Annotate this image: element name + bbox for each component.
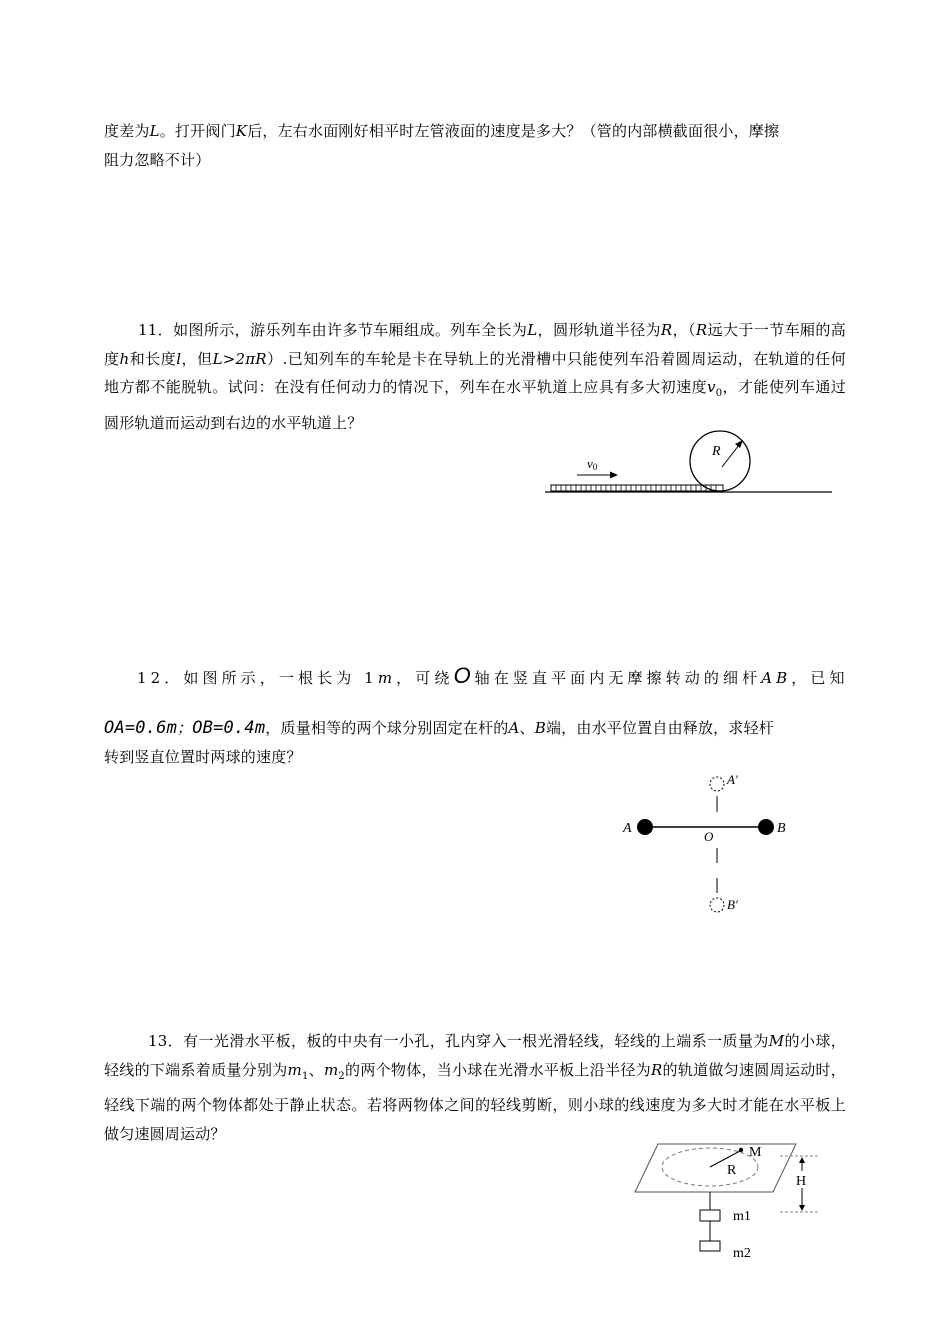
label-r: R [727,1163,737,1178]
label-a-prime: A′ [727,772,738,787]
ball-b [758,819,774,835]
velocity-arrowhead [610,472,618,479]
ball-a-prime [710,777,724,791]
block-m2 [700,1241,720,1251]
q13-figure [630,1138,830,1263]
label-m2: m2 [733,1246,751,1261]
ball-m [739,1148,743,1152]
label-b-prime: B′ [727,897,738,912]
block-m1 [700,1210,720,1221]
horizontal-board [635,1144,796,1192]
label-m: M [749,1145,762,1160]
label-b: B [777,821,786,836]
label-m1: m1 [733,1209,751,1224]
label-h: H [796,1174,807,1189]
q11-figure [540,428,840,500]
q10-text: 度差为L。打开阀门K后，左右水面刚好相平时左管液面的速度是多大？（管的内部横截面很小，摩擦 阻力忽略不计） [104,122,780,169]
train-car-dividers [556,485,716,491]
ball-a [637,819,653,835]
ball-b-prime [710,898,724,912]
velocity-label: v0 [587,456,598,472]
q13-text: 13．有一光滑水平板，板的中央有一小孔，孔内穿入一根光滑轻线，轻线的上端系一质量为M的小球，轻线的下端系着质量分别为$m_1$、$m_2$的两个物体，当小球在光滑水平板上沿半径为R的轨道做匀速圆周运动时，轻线下端的两个物体都处于静止状态。若将两物体之间的轻线剪断，则小球的线速度为多大时才能在水平板上做匀速圆周运动？ [104,1032,847,1143]
height-arrowhead-bottom [799,1205,805,1211]
q12-figure [615,768,795,918]
radius-arrow [722,445,739,467]
height-arrowhead-top [799,1157,805,1163]
q12-text-line1: 12．如图所示，一根长为 1m，可绕O轴在竖直平面内无摩擦转动的细杆AB，已知 [137,663,849,688]
train [551,485,723,491]
label-o: O [704,829,714,844]
radius-label: R [712,444,721,459]
q12-text-rest: OA=0.6m；OB=0.4m，质量相等的两个球分别固定在杆的A、B端，由水平位置自由释放，求轻杆 转到竖直位置时两球的速度？ [104,718,774,766]
circular-track [690,431,750,491]
label-a: A [623,821,632,836]
q11-text: 11．如图所示，游乐列车由许多节车厢组成。列车全长为L，圆形轨道半径为R，（R远大于一节车厢的高度h和长度l，但L>2πR）.已知列车的车轮是卡在导轨上的光滑槽中只能使列车沿着圆周运动，在轨道的任何地方都不能脱轨。试问：在没有任何动力的情况下，列车在水平轨道上应具有多大初速度$v_0$，才能使列车通过圆形轨道而运动到右边的水平轨道上？ [104,321,847,432]
radius-arrowhead [735,440,743,448]
